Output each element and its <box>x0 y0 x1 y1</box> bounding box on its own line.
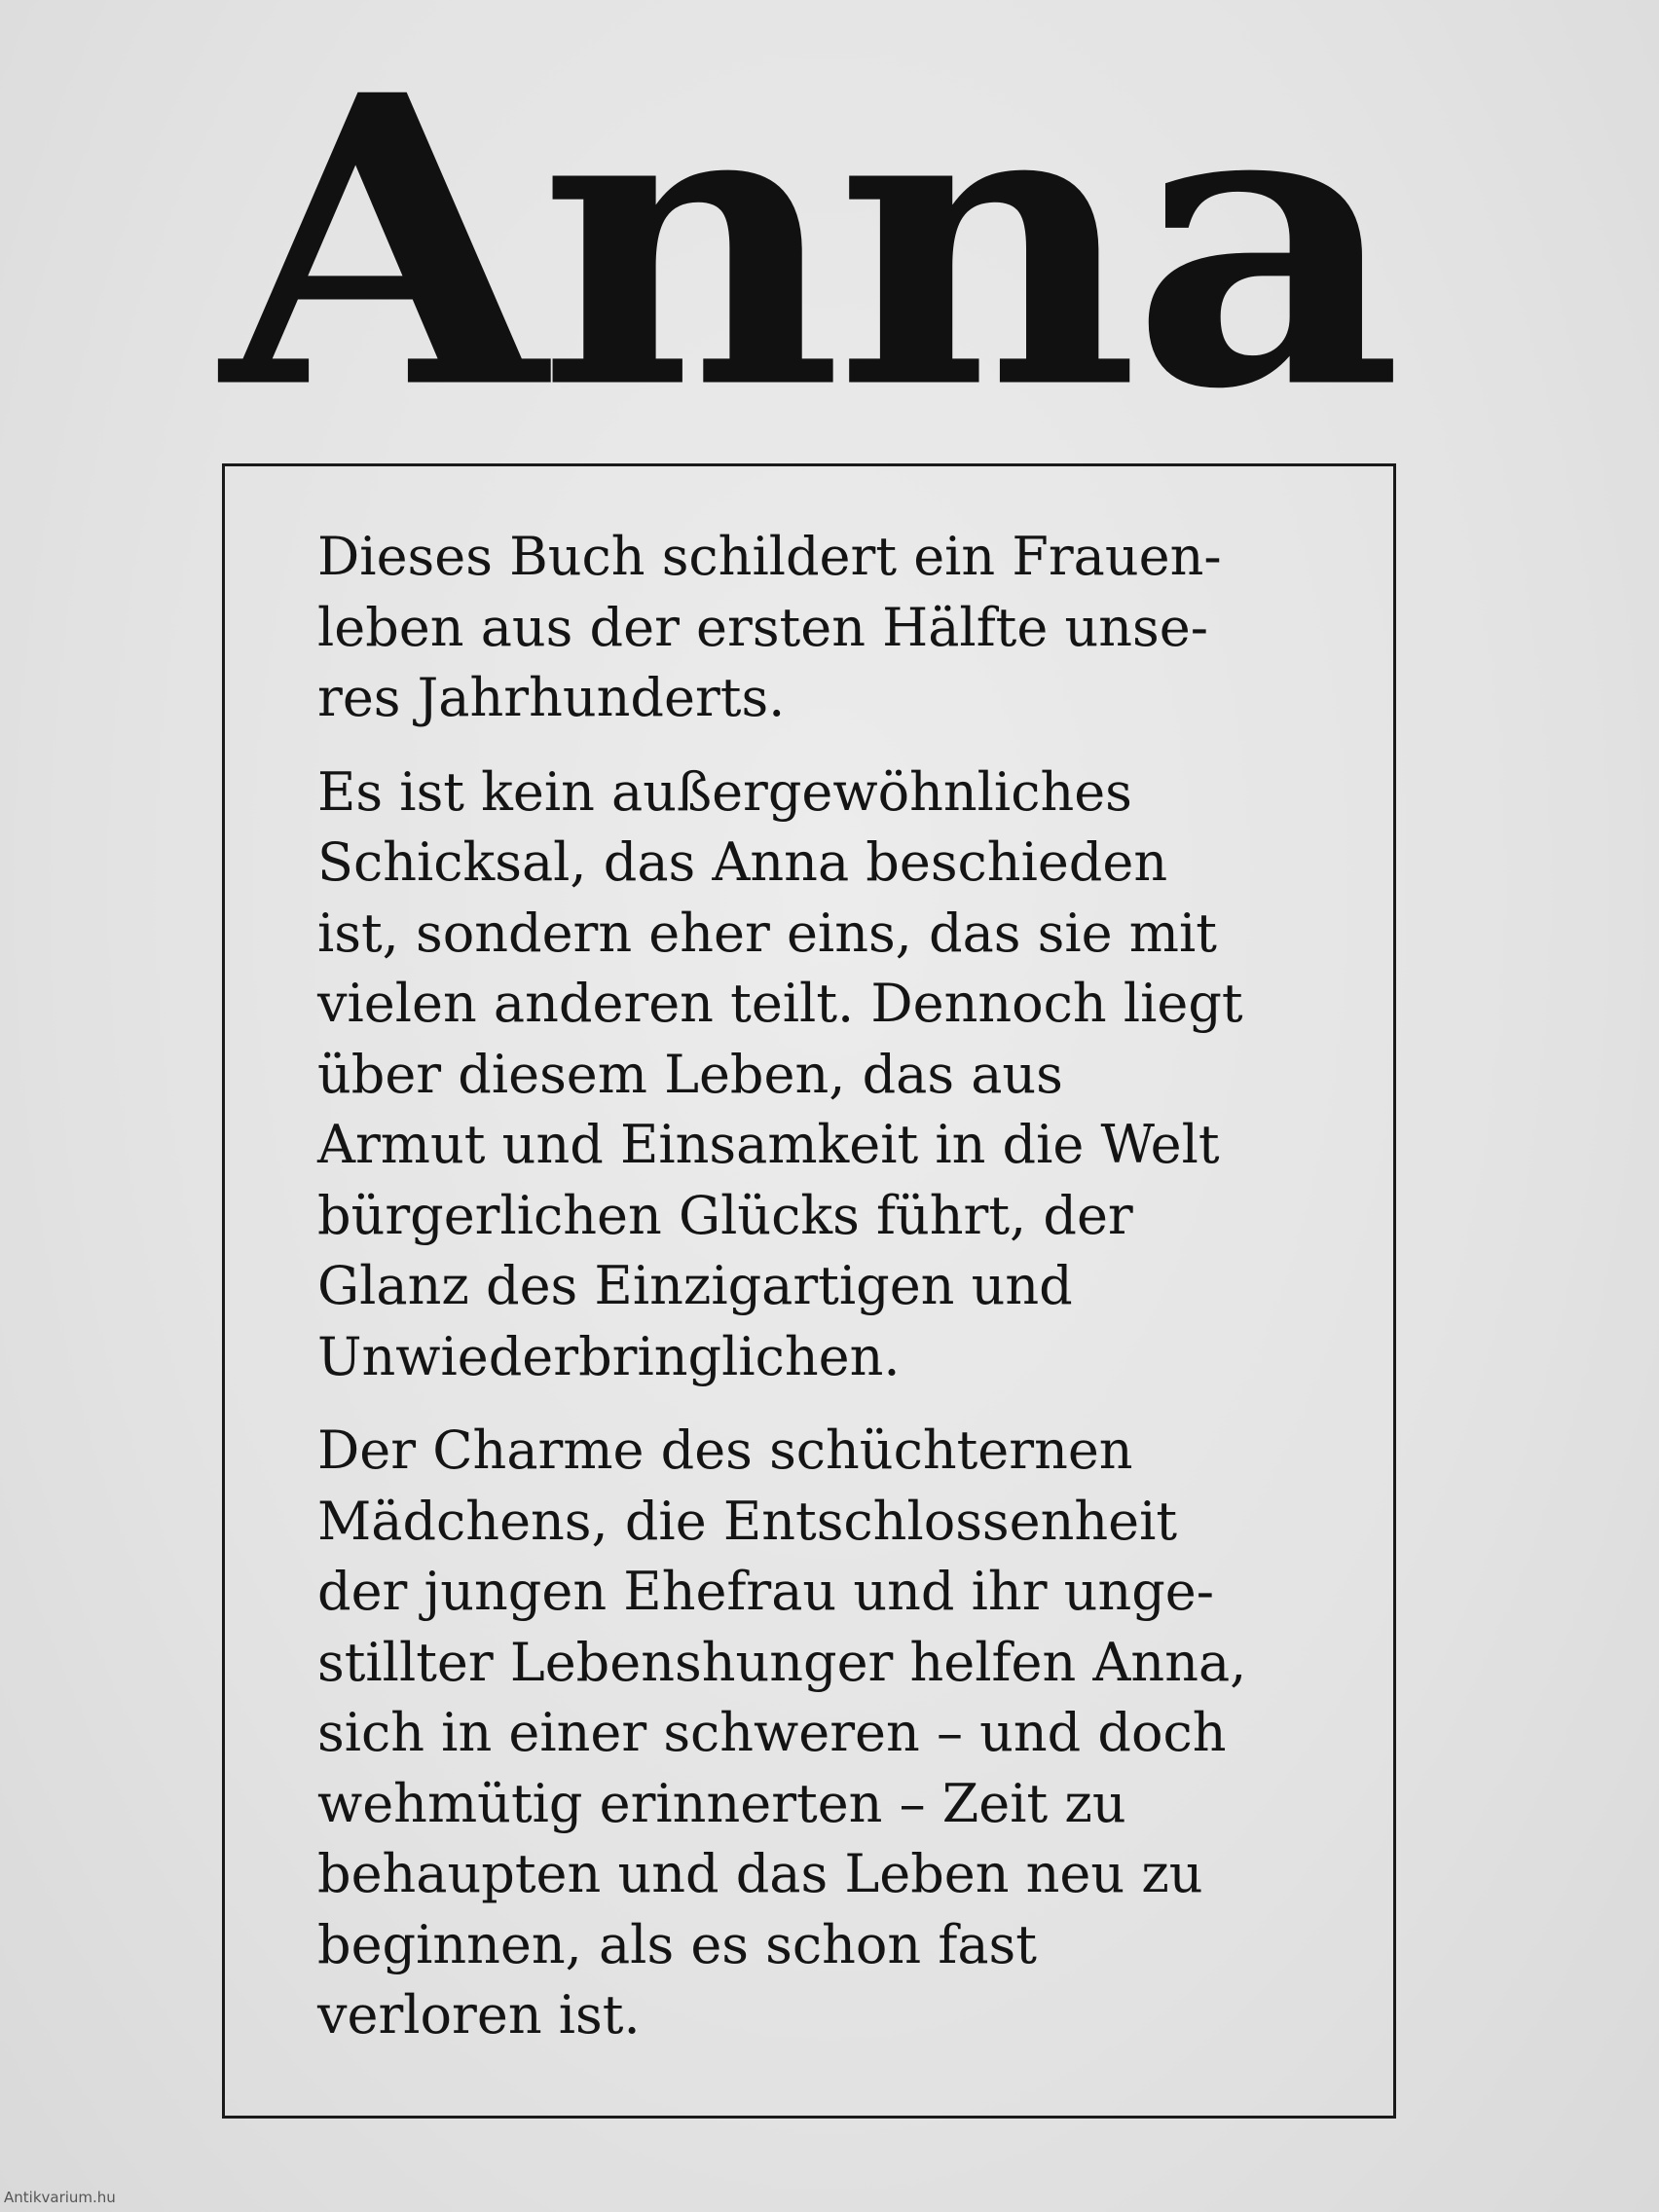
blurb-line: sich in einer schweren – und doch <box>317 1702 1227 1763</box>
blurb-line: Der Charme des schüchternen <box>317 1419 1133 1481</box>
blurb-line: res Jahrhunderts. <box>317 667 786 728</box>
blurb-line: behaupten und das Leben neu zu <box>317 1843 1203 1904</box>
blurb-line: vielen anderen teilt. Dennoch liegt <box>317 973 1243 1034</box>
blurb-line: über diesem Leben, das aus <box>317 1043 1063 1105</box>
blurb-line: leben aus der ersten Hälfte unse- <box>317 596 1208 658</box>
blurb-paragraph-2 <box>317 757 1349 1393</box>
blurb-line: Es ist kein außergewöhnliches <box>317 760 1132 823</box>
blurb-line: Armut und Einsamkeit in die Welt <box>317 1114 1220 1175</box>
blurb-line: wehmütig erinnerten – Zeit zu <box>317 1772 1126 1834</box>
blurb-line: Schicksal, das Anna beschieden <box>317 831 1168 893</box>
blurb-line: stillter Lebenshunger helfen Anna, <box>317 1631 1247 1693</box>
watermark-text: Antikvarium.hu <box>4 2189 116 2206</box>
book-title: Anna <box>221 9 1395 477</box>
blurb-line: verloren ist. <box>317 1984 641 2046</box>
blurb-line: Glanz des Einzigartigen und <box>317 1255 1073 1316</box>
blurb-line: ist, sondern eher eins, das sie mit <box>317 902 1217 964</box>
blurb-text <box>317 522 1349 2075</box>
blurb-line: Dieses Buch schildert ein Frauen- <box>317 526 1222 587</box>
blurb-line: der jungen Ehefrau und ihr unge- <box>317 1561 1215 1622</box>
blurb-line: Unwiederbringlichen. <box>317 1325 901 1387</box>
blurb-line: Mädchens, die Entschlossenheit <box>317 1490 1178 1552</box>
blurb-line: bürgerlichen Glücks führt, der <box>317 1184 1133 1246</box>
blurb-paragraph-1 <box>317 522 1349 734</box>
blurb-line: beginnen, als es schon fast <box>317 1913 1037 1975</box>
blurb-paragraph-3 <box>317 1416 1349 2051</box>
